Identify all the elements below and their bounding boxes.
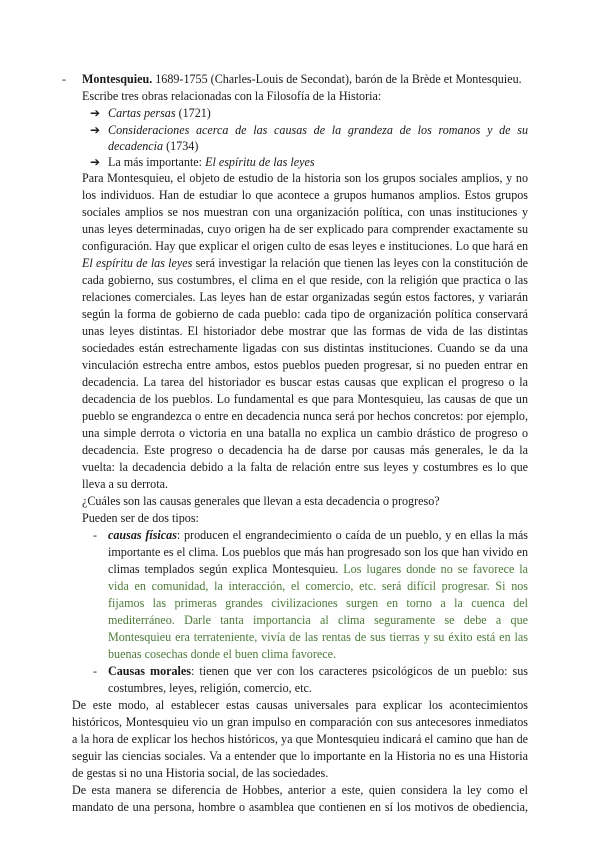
- types-intro: Pueden ser de dos tipos:: [82, 511, 199, 525]
- bullet-text: : tienen que ver con los caracteres psicológicos de un pueblo: sus: [191, 664, 528, 678]
- highlighted-line: fijamos las primeras grandes civilizaciones surgen en torno a la cuenca del: [108, 596, 528, 610]
- paragraph-line: relaciones comerciales. Las leyes han de estar organizadas según estos factores, y variarán: [82, 290, 528, 304]
- paragraph-line: a la hora de explicar los hechos históricos, ya que Montesquieu indicará el camino que han de: [72, 732, 528, 746]
- bullet-line: [108, 664, 528, 679]
- paragraph-line: de gestas si no una Historia social, de las sociedades.: [72, 766, 329, 780]
- paragraph-line: decadencia. La tarea del historiador es buscar estas causas que explican el progreso o la: [82, 375, 528, 389]
- work-prefix: La más importante:: [108, 155, 206, 169]
- work-title: Cartas persas: [108, 106, 176, 120]
- highlighted-line: buenas cosechas donde el buen clima favorece.: [108, 647, 336, 661]
- bullet-dash: -: [93, 664, 97, 678]
- work-item: [108, 139, 198, 154]
- bullet-line: [108, 562, 528, 577]
- bullet-dash: -: [93, 528, 97, 542]
- paragraph-line: unas leyes distintas. El historiador debe mostrar que las formas de vida de las distintas: [82, 324, 528, 338]
- paragraph-line: [82, 256, 528, 271]
- paragraph-line: los individuos. Han de estudiar lo que acontece a grupos humanos amplios. Estos grupos: [82, 188, 528, 202]
- paragraph-line: decadencia de los pueblos. Lo fundamental es que para Montesquieu, las causas de que un: [82, 392, 528, 406]
- highlighted-line: Montesquieu era terrateniente, vivía de las rentas de sus tierras y su éxito está en las: [108, 630, 528, 644]
- header-dash: -: [62, 72, 66, 86]
- bullet-text: : producen el engrandecimiento o caída de un pueblo, y en ellas la más: [176, 528, 528, 542]
- work-title: El espíritu de las leyes: [205, 155, 315, 169]
- paragraph-text: será investigar la relación que tienen las leyes con la constitución de: [195, 256, 528, 270]
- paragraph-line: sociedades están estrechamente ligadas con sus distintas instituciones. Cuando se da una: [82, 341, 528, 355]
- paragraph-line: vinculación estrecha entre ambos, estos pueblos pueden progresar, si no pueden entrar en: [82, 358, 528, 372]
- paragraph-line: De este modo, al establecer estas causas universales para explicar los acontecimientos: [72, 698, 528, 712]
- highlighted-text: Los lugares donde no se favorece la: [343, 562, 529, 576]
- paragraph-line: según la forma de gobierno de cada pueblo: cada tipo de organización política conservará: [82, 307, 528, 321]
- paragraph-line: Para Montesquieu, el objeto de estudio de la historia son los grupos sociales amplios, y no: [82, 171, 528, 185]
- bullet-term: causas físicas: [108, 528, 177, 542]
- author-name: Montesquieu.: [82, 72, 153, 86]
- arrow-icon: ➔: [90, 106, 101, 120]
- paragraph-line: cada gobierno, sus costumbres, el clima en el que reside, con la religión que practica o las: [82, 273, 528, 287]
- bullet-line: costumbres, leyes, religión, comercio, etc.: [108, 681, 312, 695]
- paragraph-line: una simple derrota o victoria en una batalla no explica un cambio drástico de progreso o: [82, 426, 528, 440]
- work-title: Consideraciones acerca de las causas de la grandeza de los romanos y de su: [108, 123, 528, 137]
- header-line: [82, 72, 522, 87]
- work-item: [108, 155, 315, 170]
- work-year: (1734): [163, 139, 199, 153]
- question-line: ¿Cuáles son las causas generales que llevan a esta decadencia o progreso?: [82, 494, 440, 508]
- paragraph-line: seguir las ciencias sociales. Va a entender que lo importante en la Historia no es una Historia: [72, 749, 528, 763]
- bullet-line: importante es el clima. Los pueblos que más han progresado son los que han vivido en: [108, 545, 528, 559]
- paragraph-line: unas leyes determinadas, cuyo origen ha de ser explicado para comprender exactamente su: [82, 222, 528, 236]
- bullet-term: Causas morales: [108, 664, 191, 678]
- bullet-text: climas templados según explica Montesquieu.: [108, 562, 344, 576]
- paragraph-line: vuelta: la decadencia debido a la falta de relación entre sus leyes y costumbres es lo que: [82, 460, 528, 474]
- paragraph-line: sociales amplios se nos muestran con una organización política, con unas instituciones y: [82, 205, 528, 219]
- arrow-icon: ➔: [90, 123, 101, 137]
- paragraph-line: mandato de una persona, hombre o asamblea que contienen en sí los motivos de obediencia,: [72, 800, 528, 814]
- works-intro: Escribe tres obras relacionadas con la Filosofía de la Historia:: [82, 89, 382, 103]
- highlighted-line: vida en comunidad, la interacción, el comercio, etc. será difícil progresar. Si nos: [108, 579, 528, 593]
- work-title-cont: decadencia: [108, 139, 164, 153]
- bullet-line: [108, 528, 528, 543]
- work-year: (1721): [175, 106, 211, 120]
- paragraph-line: lleva a su derrota.: [82, 477, 168, 491]
- author-details: 1689-1755 (Charles-Louis de Secondat), barón de la Brède et Montesquieu.: [152, 72, 522, 86]
- book-title: El espíritu de las leyes: [82, 256, 193, 270]
- paragraph-line: históricos, Montesquieu vio un gran impulso en comparación con sus antecesores inmediatos: [72, 715, 528, 729]
- paragraph-line: decadencia. Este progreso o decadencia ha de darse por causas más generales, le da la: [82, 443, 528, 457]
- work-item: [108, 106, 211, 121]
- paragraph-line: De esta manera se diferencia de Hobbes, anterior a este, quien considera la ley como el: [72, 783, 528, 797]
- paragraph-line: pueblo se engrandezca o entre en decadencia nunca será por hechos concretos: por ejemplo,: [82, 409, 528, 423]
- highlighted-line: mediterráneo. Darle tanta importancia al clima seguramente se debe a que: [108, 613, 528, 627]
- paragraph-line: configuración. Hay que explicar el origen culto de esas leyes e instituciones. Lo que hará en: [82, 239, 528, 253]
- arrow-icon: ➔: [90, 155, 101, 169]
